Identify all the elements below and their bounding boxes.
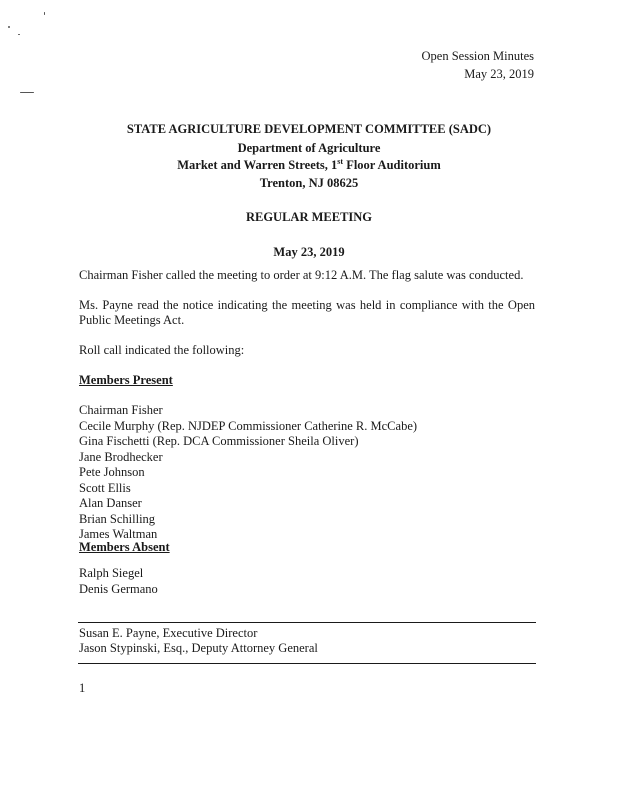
committee-name: STATE AGRICULTURE DEVELOPMENT COMMITTEE (SADC) xyxy=(126,122,492,136)
department-name: Department of Agriculture xyxy=(237,141,381,155)
scan-speck xyxy=(44,12,45,15)
members-absent-list xyxy=(79,566,158,597)
divider-bottom xyxy=(78,663,536,664)
meeting-type: REGULAR MEETING xyxy=(245,210,373,224)
scan-speck xyxy=(20,92,34,93)
page-number: 1 xyxy=(79,681,86,695)
list-item: Pete Johnson xyxy=(79,465,145,479)
executive-director: Susan E. Payne, Executive Director xyxy=(79,626,258,640)
location-superscript: st xyxy=(337,156,344,166)
list-item: Gina Fischetti (Rep. DCA Commissioner Sheila Oliver) xyxy=(79,434,359,448)
document-type: Open Session Minutes xyxy=(421,49,534,63)
list-item: Alan Danser xyxy=(79,496,142,510)
list-item: Scott Ellis xyxy=(79,480,131,495)
location-street: Market and Warren Streets, 1 xyxy=(177,158,338,172)
notice-paragraph: Ms. Payne read the notice indicating the meeting was held in compliance with the Open Public Meetings Act. xyxy=(79,298,535,327)
list-item: James Waltman xyxy=(79,527,158,541)
roll-call-paragraph: Roll call indicated the following: xyxy=(79,343,245,357)
list-item: Ralph Siegel xyxy=(79,566,144,580)
meeting-location xyxy=(0,158,618,173)
deputy-attorney-general: Jason Stypinski, Esq., Deputy Attorney General xyxy=(79,641,318,655)
members-absent-heading: Members Absent xyxy=(79,540,170,554)
list-item: Jane Brodhecker xyxy=(79,449,163,464)
list-item: Denis Germano xyxy=(79,581,158,596)
list-item: Brian Schilling xyxy=(79,511,156,526)
header-date: May 23, 2019 xyxy=(464,67,534,81)
call-to-order-paragraph: Chairman Fisher called the meeting to order at 9:12 A.M. The flag salute was conducted. xyxy=(79,268,524,282)
list-item: Cecile Murphy (Rep. NJDEP Commissioner Catherine R. McCabe) xyxy=(79,418,418,433)
location-rest: Floor Auditorium xyxy=(343,158,441,172)
list-item: Chairman Fisher xyxy=(79,403,163,417)
members-present-list xyxy=(79,403,417,543)
scan-speck xyxy=(18,34,20,35)
city-address: Trenton, NJ 08625 xyxy=(259,176,359,190)
divider-top xyxy=(78,622,536,623)
meeting-date: May 23, 2019 xyxy=(273,245,345,259)
members-present-heading: Members Present xyxy=(79,373,173,387)
scan-speck xyxy=(8,26,10,28)
